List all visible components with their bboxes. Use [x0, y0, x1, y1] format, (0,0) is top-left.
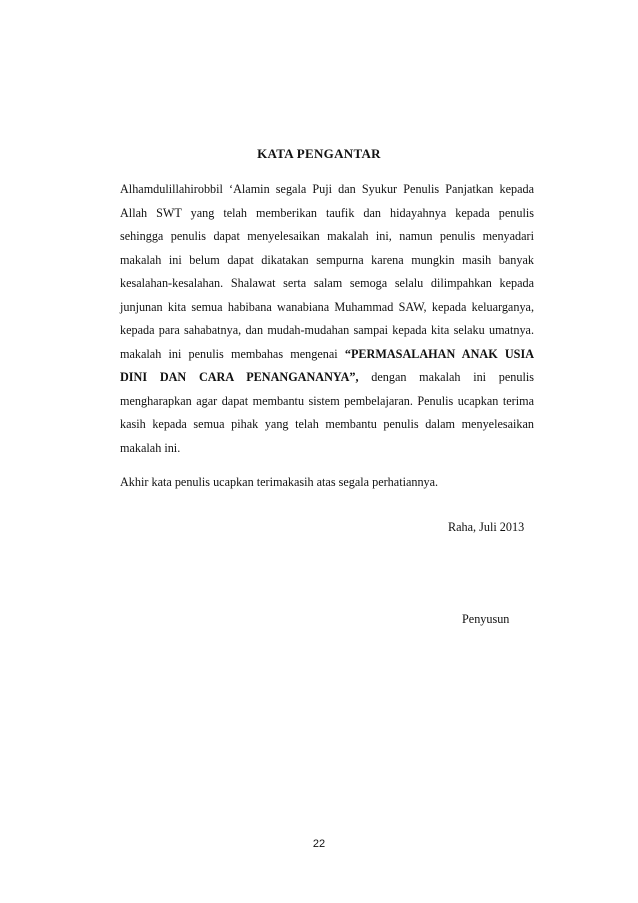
page-title: KATA PENGANTAR: [257, 146, 381, 161]
place-date: Raha, Juli 2013: [448, 520, 525, 534]
paragraph-line: kesalahan-kesalahan. Shalawat serta salam semoga selalu dilimpahkan kepada: [120, 276, 534, 290]
body-paragraph: [120, 178, 534, 460]
paragraph-line: junjunan kita semua habibana wanabiana Muhammad SAW, kepada keluarganya,: [120, 299, 534, 314]
paragraph-line: Alhamdulillahirobbil ‘Alamin segala Puji dan Syukur Penulis Panjatkan kepada: [120, 182, 534, 196]
paragraph-line: makalah ini belum dapat dikatakan sempurna karena mungkin masih banyak: [120, 252, 534, 267]
line-text: makalah ini penulis membahas mengenai: [120, 346, 338, 361]
paragraph-line: kepada para sahabatnya, dan mudah-mudahan sampai kepada kita selaku umatnya.: [120, 323, 534, 337]
paragraph-line-mixed: [120, 343, 534, 367]
paragraph-line: sehingga penulis dapat menyelesaikan makalah ini, namun penulis menyadari: [120, 229, 534, 243]
paragraph-line: makalah ini.: [120, 440, 181, 455]
paragraph-line: mengharapkan agar dapat membantu sistem pembelajaran. Penulis ucapkan terima: [120, 393, 534, 408]
page-number: 22: [312, 838, 326, 850]
paragraph-line-mixed: [120, 366, 534, 390]
bold-topic-start: “PERMASALAHAN ANAK USIA: [344, 346, 535, 361]
paragraph-line: Allah SWT yang telah memberikan taufik dan hidayahnya kepada penulis: [120, 205, 534, 220]
bold-topic-end: DINI DAN CARA PENANGANANYA”,: [120, 370, 359, 384]
line-text: dengan makalah ini penulis: [371, 370, 534, 384]
author-signature: Penyusun: [462, 612, 510, 626]
closing-sentence: Akhir kata penulis ucapkan terimakasih atas segala perhatiannya.: [120, 475, 439, 489]
paragraph-line: kasih kepada semua pihak yang telah membantu penulis dalam menyelesaikan: [120, 417, 534, 431]
